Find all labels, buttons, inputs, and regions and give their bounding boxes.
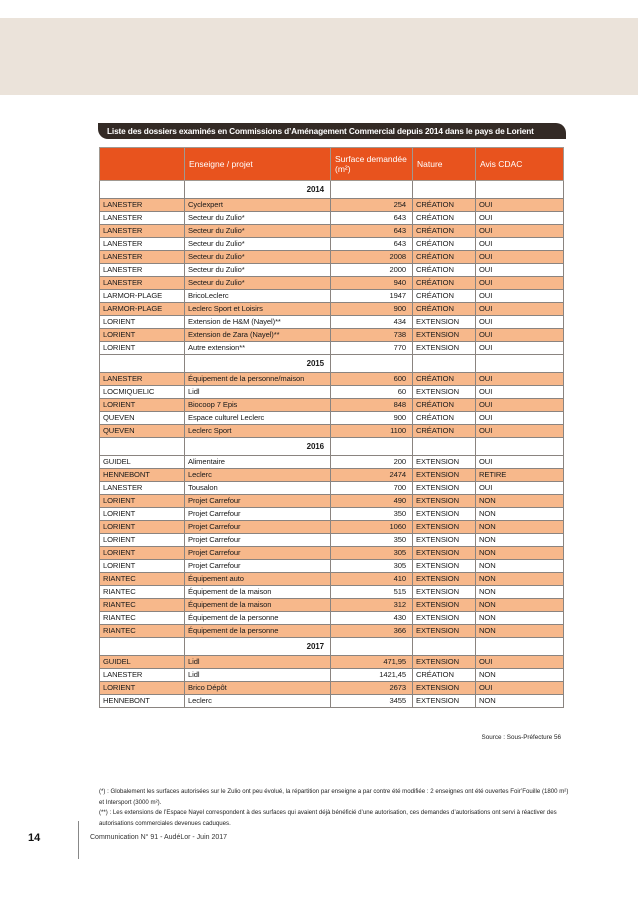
- table-row: [100, 412, 564, 425]
- nature-cell: EXTENSION: [413, 342, 476, 355]
- nature-cell: CRÉATION: [413, 399, 476, 412]
- nature-cell: EXTENSION: [413, 625, 476, 638]
- surface-cell: 490: [331, 495, 413, 508]
- table-row: [100, 238, 564, 251]
- table-row: [100, 199, 564, 212]
- year-label: 2014: [185, 181, 331, 199]
- avis-cell: OUI: [476, 225, 564, 238]
- header-nature: Nature: [413, 148, 476, 181]
- commune-cell: GUIDEL: [100, 656, 185, 669]
- commune-cell: QUEVEN: [100, 412, 185, 425]
- table-row: [100, 329, 564, 342]
- table-row: [100, 599, 564, 612]
- surface-cell: 900: [331, 303, 413, 316]
- avis-cell: OUI: [476, 290, 564, 303]
- surface-cell: 2008: [331, 251, 413, 264]
- table-row: [100, 521, 564, 534]
- avis-cell: NON: [476, 521, 564, 534]
- surface-cell: 60: [331, 386, 413, 399]
- commune-cell: LORIENT: [100, 560, 185, 573]
- avis-cell: OUI: [476, 329, 564, 342]
- table-row: [100, 277, 564, 290]
- avis-cell: OUI: [476, 425, 564, 438]
- surface-cell: 471,95: [331, 656, 413, 669]
- top-decorative-band: [0, 18, 638, 95]
- enseigne-cell: Projet Carrefour: [185, 521, 331, 534]
- nature-cell: EXTENSION: [413, 682, 476, 695]
- commune-cell: LANESTER: [100, 277, 185, 290]
- table-body: [100, 181, 564, 708]
- year-row-empty-cell: [100, 438, 185, 456]
- enseigne-cell: Extension de Zara (Nayel)**: [185, 329, 331, 342]
- year-row-empty-cell: [476, 638, 564, 656]
- avis-cell: OUI: [476, 342, 564, 355]
- enseigne-cell: Secteur du Zulio*: [185, 277, 331, 290]
- surface-cell: 2474: [331, 469, 413, 482]
- avis-cell: NON: [476, 586, 564, 599]
- table-title: Liste des dossiers examinés en Commissions d’Aménagement Commercial depuis 2014 dans le pays de Lorient: [98, 123, 566, 139]
- avis-cell: NON: [476, 695, 564, 708]
- nature-cell: CRÉATION: [413, 199, 476, 212]
- nature-cell: EXTENSION: [413, 386, 476, 399]
- commune-cell: LANESTER: [100, 482, 185, 495]
- nature-cell: CRÉATION: [413, 303, 476, 316]
- table-row: [100, 342, 564, 355]
- year-row-empty-cell: [476, 438, 564, 456]
- commune-cell: QUEVEN: [100, 425, 185, 438]
- avis-cell: OUI: [476, 199, 564, 212]
- table-row: [100, 290, 564, 303]
- table-row: [100, 547, 564, 560]
- commune-cell: LORIENT: [100, 521, 185, 534]
- year-row-empty-cell: [413, 438, 476, 456]
- enseigne-cell: Brico Dépôt: [185, 682, 331, 695]
- year-row-empty-cell: [413, 355, 476, 373]
- avis-cell: NON: [476, 547, 564, 560]
- nature-cell: CRÉATION: [413, 264, 476, 277]
- avis-cell: OUI: [476, 456, 564, 469]
- table-row: [100, 225, 564, 238]
- nature-cell: EXTENSION: [413, 612, 476, 625]
- table-row: [100, 625, 564, 638]
- avis-cell: OUI: [476, 238, 564, 251]
- surface-cell: 643: [331, 225, 413, 238]
- avis-cell: OUI: [476, 399, 564, 412]
- avis-cell: NON: [476, 573, 564, 586]
- year-row-empty-cell: [100, 181, 185, 199]
- nature-cell: CRÉATION: [413, 412, 476, 425]
- nature-cell: EXTENSION: [413, 456, 476, 469]
- nature-cell: CRÉATION: [413, 425, 476, 438]
- nature-cell: EXTENSION: [413, 599, 476, 612]
- commune-cell: HENNEBONT: [100, 469, 185, 482]
- avis-cell: NON: [476, 508, 564, 521]
- nature-cell: EXTENSION: [413, 316, 476, 329]
- year-row: [100, 181, 564, 199]
- avis-cell: NON: [476, 625, 564, 638]
- surface-cell: 305: [331, 560, 413, 573]
- footnotes: [99, 787, 569, 829]
- avis-cell: NON: [476, 599, 564, 612]
- publication-footer: Communication N° 91 - AudéLor - Juin 2017: [90, 834, 228, 841]
- surface-cell: 738: [331, 329, 413, 342]
- surface-cell: 643: [331, 212, 413, 225]
- enseigne-cell: Leclerc: [185, 695, 331, 708]
- commune-cell: LANESTER: [100, 225, 185, 238]
- avis-cell: OUI: [476, 412, 564, 425]
- year-label: 2016: [185, 438, 331, 456]
- footnote-2: (**) : Les extensions de l’Espace Nayel correspondent à des surfaces qui avaient déjà bénéficié d’une autorisation, ces demandes d’autorisations ont servi à réactiver des autorisations commerciales devenues caduques.: [99, 809, 557, 827]
- enseigne-cell: Espace culturel Leclerc: [185, 412, 331, 425]
- year-row: [100, 638, 564, 656]
- surface-cell: 350: [331, 508, 413, 521]
- surface-cell: 1421,45: [331, 669, 413, 682]
- commune-cell: LORIENT: [100, 508, 185, 521]
- surface-cell: 3455: [331, 695, 413, 708]
- nature-cell: EXTENSION: [413, 547, 476, 560]
- nature-cell: EXTENSION: [413, 573, 476, 586]
- enseigne-cell: Cyclexpert: [185, 199, 331, 212]
- surface-cell: 600: [331, 373, 413, 386]
- table-header-row: [100, 148, 564, 181]
- surface-cell: 515: [331, 586, 413, 599]
- year-row: [100, 438, 564, 456]
- nature-cell: CRÉATION: [413, 373, 476, 386]
- surface-cell: 940: [331, 277, 413, 290]
- surface-cell: 434: [331, 316, 413, 329]
- nature-cell: EXTENSION: [413, 329, 476, 342]
- enseigne-cell: Équipement de la personne: [185, 612, 331, 625]
- surface-cell: 366: [331, 625, 413, 638]
- enseigne-cell: Lidl: [185, 656, 331, 669]
- enseigne-cell: Biocoop 7 Epis: [185, 399, 331, 412]
- surface-cell: 350: [331, 534, 413, 547]
- table-row: [100, 695, 564, 708]
- nature-cell: EXTENSION: [413, 534, 476, 547]
- enseigne-cell: BricoLeclerc: [185, 290, 331, 303]
- year-row-empty-cell: [476, 181, 564, 199]
- enseigne-cell: Leclerc Sport: [185, 425, 331, 438]
- year-row-empty-cell: [331, 355, 413, 373]
- commune-cell: LANESTER: [100, 251, 185, 264]
- nature-cell: CRÉATION: [413, 669, 476, 682]
- nature-cell: EXTENSION: [413, 482, 476, 495]
- table-row: [100, 612, 564, 625]
- avis-cell: OUI: [476, 682, 564, 695]
- table-row: [100, 469, 564, 482]
- table-row: [100, 456, 564, 469]
- commune-cell: LANESTER: [100, 669, 185, 682]
- commune-cell: LORIENT: [100, 534, 185, 547]
- table-row: [100, 656, 564, 669]
- table-row: [100, 534, 564, 547]
- surface-cell: 2673: [331, 682, 413, 695]
- table-row: [100, 386, 564, 399]
- footnote-1: (*) : Globalement les surfaces autorisées sur le Zulio ont peu évolué, la répartition par enseigne a par contre été modifiée : 2 enseignes ont été ouvertes Foir’Fouille (1800 m²) et Intersport (3000 m²).: [99, 788, 569, 806]
- nature-cell: CRÉATION: [413, 251, 476, 264]
- surface-cell: 900: [331, 412, 413, 425]
- nature-cell: EXTENSION: [413, 656, 476, 669]
- table-row: [100, 399, 564, 412]
- source-note: Source : Sous-Préfecture 56: [481, 734, 561, 741]
- enseigne-cell: Lidl: [185, 386, 331, 399]
- nature-cell: EXTENSION: [413, 469, 476, 482]
- avis-cell: OUI: [476, 373, 564, 386]
- surface-cell: 770: [331, 342, 413, 355]
- avis-cell: OUI: [476, 212, 564, 225]
- table-row: [100, 508, 564, 521]
- header-avis: Avis CDAC: [476, 148, 564, 181]
- surface-cell: 312: [331, 599, 413, 612]
- header-surface: Surface demandée (m²): [331, 148, 413, 181]
- enseigne-cell: Extension de H&M (Nayel)**: [185, 316, 331, 329]
- enseigne-cell: Équipement de la maison: [185, 599, 331, 612]
- year-row: [100, 355, 564, 373]
- avis-cell: OUI: [476, 264, 564, 277]
- table-row: [100, 482, 564, 495]
- commune-cell: LORIENT: [100, 329, 185, 342]
- commune-cell: RIANTEC: [100, 573, 185, 586]
- year-row-empty-cell: [100, 638, 185, 656]
- nature-cell: EXTENSION: [413, 521, 476, 534]
- header-enseigne: Enseigne / projet: [185, 148, 331, 181]
- commune-cell: LORIENT: [100, 342, 185, 355]
- page-number: 14: [28, 832, 41, 844]
- avis-cell: RETIRE: [476, 469, 564, 482]
- header-commune: [100, 148, 185, 181]
- surface-cell: 848: [331, 399, 413, 412]
- table-row: [100, 573, 564, 586]
- commune-cell: RIANTEC: [100, 625, 185, 638]
- year-row-empty-cell: [476, 355, 564, 373]
- table-row: [100, 495, 564, 508]
- table-row: [100, 251, 564, 264]
- avis-cell: OUI: [476, 386, 564, 399]
- nature-cell: EXTENSION: [413, 495, 476, 508]
- table-row: [100, 264, 564, 277]
- enseigne-cell: Autre extension**: [185, 342, 331, 355]
- commune-cell: RIANTEC: [100, 612, 185, 625]
- avis-cell: NON: [476, 534, 564, 547]
- commune-cell: LORIENT: [100, 316, 185, 329]
- avis-cell: NON: [476, 560, 564, 573]
- enseigne-cell: Équipement auto: [185, 573, 331, 586]
- year-row-empty-cell: [331, 181, 413, 199]
- year-row-empty-cell: [413, 638, 476, 656]
- avis-cell: NON: [476, 669, 564, 682]
- nature-cell: CRÉATION: [413, 212, 476, 225]
- year-label: 2015: [185, 355, 331, 373]
- commune-cell: RIANTEC: [100, 586, 185, 599]
- surface-cell: 1947: [331, 290, 413, 303]
- enseigne-cell: Équipement de la maison: [185, 586, 331, 599]
- table-row: [100, 303, 564, 316]
- nature-cell: CRÉATION: [413, 238, 476, 251]
- enseigne-cell: Projet Carrefour: [185, 495, 331, 508]
- footer-divider: [78, 821, 79, 859]
- commune-cell: LORIENT: [100, 682, 185, 695]
- enseigne-cell: Secteur du Zulio*: [185, 238, 331, 251]
- avis-cell: OUI: [476, 251, 564, 264]
- year-row-empty-cell: [331, 638, 413, 656]
- enseigne-cell: Projet Carrefour: [185, 560, 331, 573]
- year-row-empty-cell: [413, 181, 476, 199]
- surface-cell: 200: [331, 456, 413, 469]
- enseigne-cell: Projet Carrefour: [185, 534, 331, 547]
- table-row: [100, 373, 564, 386]
- enseigne-cell: Projet Carrefour: [185, 547, 331, 560]
- commune-cell: LANESTER: [100, 212, 185, 225]
- enseigne-cell: Projet Carrefour: [185, 508, 331, 521]
- surface-cell: 700: [331, 482, 413, 495]
- nature-cell: EXTENSION: [413, 560, 476, 573]
- commune-cell: LARMOR-PLAGE: [100, 290, 185, 303]
- surface-cell: 2000: [331, 264, 413, 277]
- avis-cell: OUI: [476, 656, 564, 669]
- avis-cell: OUI: [476, 277, 564, 290]
- enseigne-cell: Secteur du Zulio*: [185, 225, 331, 238]
- nature-cell: EXTENSION: [413, 508, 476, 521]
- enseigne-cell: Alimentaire: [185, 456, 331, 469]
- commune-cell: HENNEBONT: [100, 695, 185, 708]
- table-row: [100, 316, 564, 329]
- commune-cell: GUIDEL: [100, 456, 185, 469]
- avis-cell: OUI: [476, 303, 564, 316]
- surface-cell: 430: [331, 612, 413, 625]
- surface-cell: 1060: [331, 521, 413, 534]
- commune-cell: LANESTER: [100, 264, 185, 277]
- enseigne-cell: Équipement de la personne: [185, 625, 331, 638]
- commune-cell: RIANTEC: [100, 599, 185, 612]
- table-row: [100, 212, 564, 225]
- table-row: [100, 425, 564, 438]
- nature-cell: CRÉATION: [413, 225, 476, 238]
- enseigne-cell: Lidl: [185, 669, 331, 682]
- enseigne-cell: Secteur du Zulio*: [185, 251, 331, 264]
- surface-cell: 643: [331, 238, 413, 251]
- commune-cell: LOCMIQUELIC: [100, 386, 185, 399]
- nature-cell: EXTENSION: [413, 586, 476, 599]
- table-row: [100, 669, 564, 682]
- nature-cell: EXTENSION: [413, 695, 476, 708]
- year-row-empty-cell: [331, 438, 413, 456]
- avis-cell: NON: [476, 612, 564, 625]
- enseigne-cell: Tousalon: [185, 482, 331, 495]
- nature-cell: CRÉATION: [413, 290, 476, 303]
- surface-cell: 254: [331, 199, 413, 212]
- commune-cell: LANESTER: [100, 199, 185, 212]
- enseigne-cell: Secteur du Zulio*: [185, 212, 331, 225]
- enseigne-cell: Leclerc: [185, 469, 331, 482]
- surface-cell: 305: [331, 547, 413, 560]
- year-row-empty-cell: [100, 355, 185, 373]
- commune-cell: LARMOR-PLAGE: [100, 303, 185, 316]
- enseigne-cell: Leclerc Sport et Loisirs: [185, 303, 331, 316]
- commune-cell: LORIENT: [100, 399, 185, 412]
- avis-cell: OUI: [476, 482, 564, 495]
- avis-cell: NON: [476, 495, 564, 508]
- enseigne-cell: Équipement de la personne/maison: [185, 373, 331, 386]
- table-row: [100, 560, 564, 573]
- table-row: [100, 682, 564, 695]
- commune-cell: LORIENT: [100, 547, 185, 560]
- year-label: 2017: [185, 638, 331, 656]
- nature-cell: CRÉATION: [413, 277, 476, 290]
- surface-cell: 1100: [331, 425, 413, 438]
- cdac-table: [99, 147, 564, 708]
- avis-cell: OUI: [476, 316, 564, 329]
- commune-cell: LORIENT: [100, 495, 185, 508]
- surface-cell: 410: [331, 573, 413, 586]
- commune-cell: LANESTER: [100, 373, 185, 386]
- commune-cell: LANESTER: [100, 238, 185, 251]
- table-row: [100, 586, 564, 599]
- enseigne-cell: Secteur du Zulio*: [185, 264, 331, 277]
